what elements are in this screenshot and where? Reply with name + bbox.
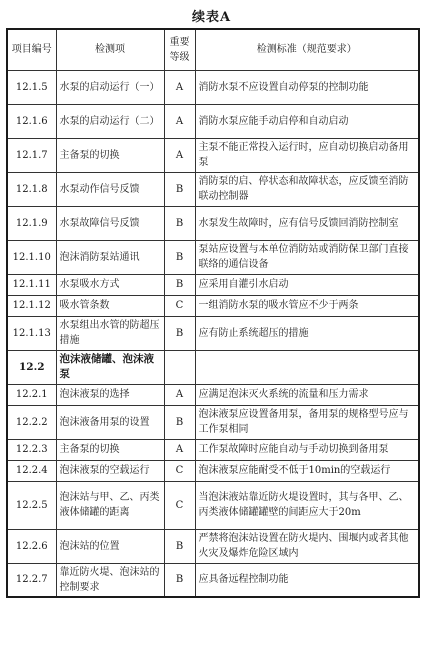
cell-importance-level: B <box>164 405 195 439</box>
cell-item-name: 泡沫液泵的空载运行 <box>56 460 164 481</box>
cell-item-name: 吸水管条数 <box>56 295 164 316</box>
cell-importance-level: A <box>164 70 195 104</box>
cell-standard: 应具备远程控制功能 <box>195 563 419 597</box>
cell-item-name: 水泵的启动运行（二） <box>56 104 164 138</box>
cell-item-name: 主备泵的切换 <box>56 138 164 172</box>
table-body <box>7 70 419 597</box>
cell-standard: 应采用自灌引水启动 <box>195 274 419 295</box>
table-row <box>7 172 419 206</box>
table-row <box>7 460 419 481</box>
cell-item-no: 12.1.10 <box>7 240 56 274</box>
cell-importance-level <box>164 350 195 384</box>
cell-item-no: 12.1.7 <box>7 138 56 172</box>
cell-standard: 消防水泵应能手动启停和自动启动 <box>195 104 419 138</box>
cell-importance-level: C <box>164 481 195 529</box>
cell-standard: 消防水泵不应设置自动停泵的控制功能 <box>195 70 419 104</box>
cell-item-no: 12.2.2 <box>7 405 56 439</box>
cell-item-name: 水泵的启动运行（一） <box>56 70 164 104</box>
table-caption: 续表A <box>191 10 232 25</box>
cell-standard: 工作泵故障时应能自动与手动切换到备用泵 <box>195 439 419 460</box>
cell-standard: 主泵不能正常投入运行时，应自动切换启动备用泵 <box>195 138 419 172</box>
cell-item-name: 水泵动作信号反馈 <box>56 172 164 206</box>
cell-item-no: 12.1.13 <box>7 316 56 350</box>
cell-item-name: 主备泵的切换 <box>56 439 164 460</box>
cell-standard: 当泡沫液站靠近防火堤设置时，其与各甲、乙、丙类液体储罐罐壁的间距应大于20m <box>195 481 419 529</box>
table-row <box>7 529 419 563</box>
cell-item-name: 泡沫液泵的选择 <box>56 384 164 405</box>
cell-item-no: 12.2 <box>7 350 56 384</box>
table-row <box>7 439 419 460</box>
header-item: 检测项 <box>56 29 164 70</box>
table-row <box>7 384 419 405</box>
cell-importance-level: A <box>164 384 195 405</box>
cell-importance-level: B <box>164 172 195 206</box>
cell-item-no: 12.2.1 <box>7 384 56 405</box>
cell-standard: 严禁将泡沫站设置在防火堤内、围堰内或者其他火灾及爆炸危险区域内 <box>195 529 419 563</box>
cell-importance-level: B <box>164 529 195 563</box>
cell-importance-level: B <box>164 316 195 350</box>
cell-item-name: 水泵组出水管的防超压措施 <box>56 316 164 350</box>
header-no: 项目编号 <box>7 29 56 70</box>
cell-importance-level: B <box>164 274 195 295</box>
cell-item-no: 12.2.7 <box>7 563 56 597</box>
cell-item-no: 12.1.5 <box>7 70 56 104</box>
cell-item-no: 12.2.6 <box>7 529 56 563</box>
table-row <box>7 138 419 172</box>
cell-item-no: 12.1.9 <box>7 206 56 240</box>
cell-standard: 一组消防水泵的吸水管应不少于两条 <box>195 295 419 316</box>
cell-importance-level: B <box>164 563 195 597</box>
table-row <box>7 274 419 295</box>
table-row <box>7 295 419 316</box>
inspection-table <box>6 28 420 598</box>
table-row <box>7 481 419 529</box>
cell-importance-level: C <box>164 295 195 316</box>
cell-item-name: 泡沫消防泵站通讯 <box>56 240 164 274</box>
table-row <box>7 563 419 597</box>
table-row <box>7 240 419 274</box>
cell-standard <box>195 350 419 384</box>
cell-importance-level: B <box>164 240 195 274</box>
section-row <box>7 350 419 384</box>
cell-item-no: 12.1.8 <box>7 172 56 206</box>
cell-importance-level: A <box>164 104 195 138</box>
table-header-row <box>7 29 419 70</box>
cell-importance-level: B <box>164 206 195 240</box>
cell-item-name: 泡沫站的位置 <box>56 529 164 563</box>
cell-importance-level: A <box>164 439 195 460</box>
cell-item-name: 泡沫站与甲、乙、丙类液体储罐的距离 <box>56 481 164 529</box>
cell-item-no: 12.2.3 <box>7 439 56 460</box>
cell-item-name: 水泵吸水方式 <box>56 274 164 295</box>
cell-item-no: 12.1.6 <box>7 104 56 138</box>
table-row <box>7 316 419 350</box>
table-row <box>7 206 419 240</box>
cell-item-name: 水泵故障信号反馈 <box>56 206 164 240</box>
cell-item-name: 靠近防火堤、泡沫站的控制要求 <box>56 563 164 597</box>
cell-standard: 应有防止系统超压的措施 <box>195 316 419 350</box>
cell-item-name: 泡沫液备用泵的设置 <box>56 405 164 439</box>
table-row <box>7 104 419 138</box>
cell-standard: 泵站应设置与本单位消防站或消防保卫部门直接联络的通信设备 <box>195 240 419 274</box>
header-level: 重要等级 <box>164 29 195 70</box>
cell-item-no: 12.1.11 <box>7 274 56 295</box>
cell-importance-level: C <box>164 460 195 481</box>
table-row <box>7 405 419 439</box>
cell-standard: 泡沫液泵应设置备用泵，备用泵的规格型号应与工作泵相同 <box>195 405 419 439</box>
cell-item-no: 12.2.4 <box>7 460 56 481</box>
cell-standard: 泡沫液泵应能耐受不低于10min的空载运行 <box>195 460 419 481</box>
cell-standard: 消防泵的启、停状态和故障状态，应反馈至消防联动控制器 <box>195 172 419 206</box>
cell-item-no: 12.2.5 <box>7 481 56 529</box>
cell-item-name: 泡沫液储罐、泡沫液泵 <box>56 350 164 384</box>
cell-importance-level: A <box>164 138 195 172</box>
cell-standard: 水泵发生故障时，应有信号反馈回消防控制室 <box>195 206 419 240</box>
table-row <box>7 70 419 104</box>
cell-item-no: 12.1.12 <box>7 295 56 316</box>
header-standard: 检测标准（规范要求） <box>195 29 419 70</box>
cell-standard: 应满足泡沫灭火系统的流量和压力需求 <box>195 384 419 405</box>
